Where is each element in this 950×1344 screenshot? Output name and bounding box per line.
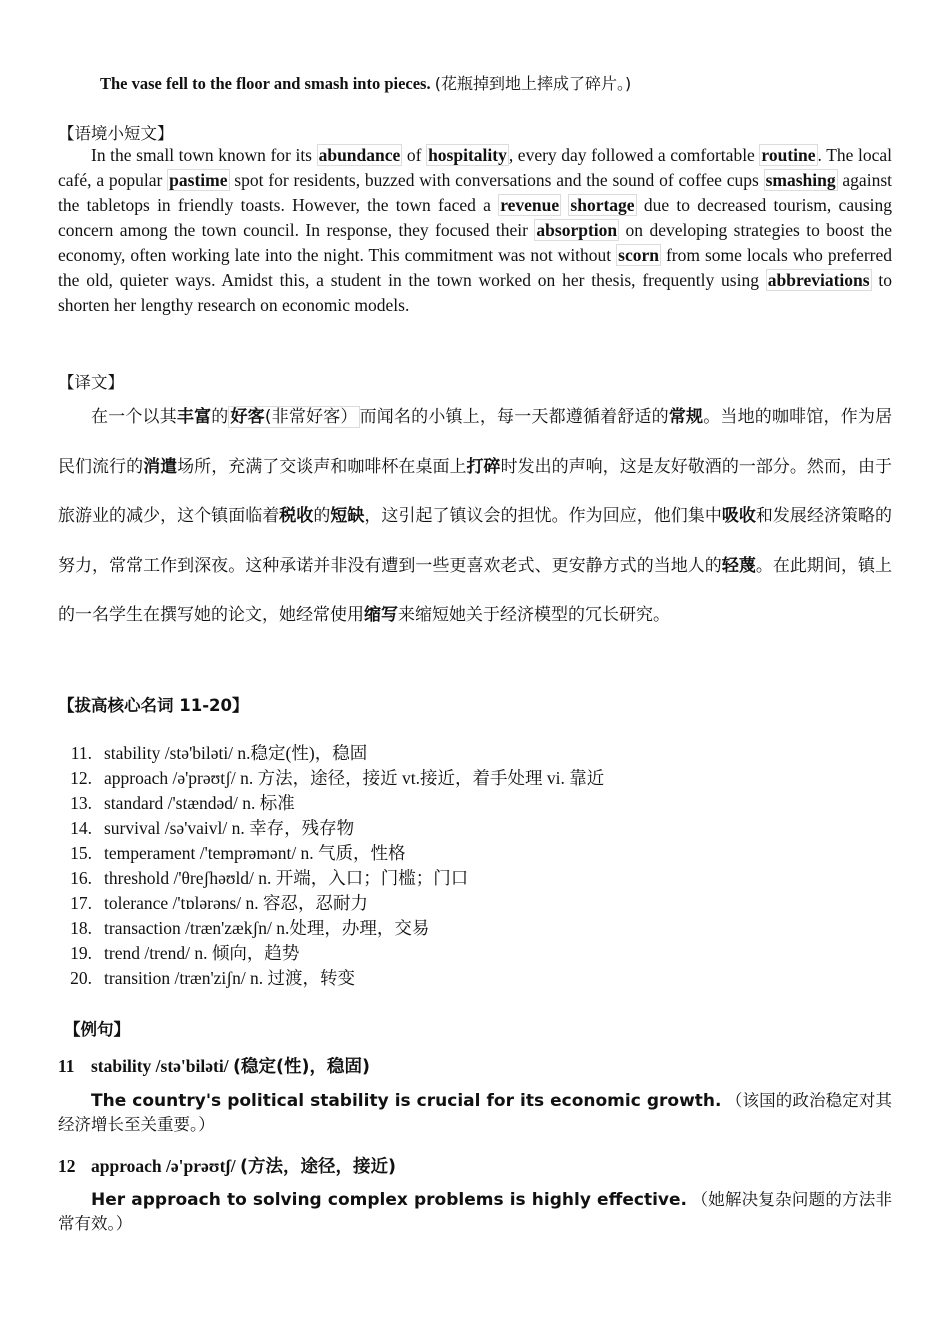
translation-text: 。在此期间，镇上的一名学生在撰写她的论文，她经常使用	[58, 555, 893, 625]
translation-keyword-text: 好客	[230, 407, 265, 427]
example-meaning: (稳定(性)，稳固)	[232, 1057, 370, 1077]
story-text: from some locals who preferred the old, quieter ways. Amidst this, a student in the town worked on her thesis, frequently using	[58, 245, 892, 290]
translation-text: 而闻名的小镇上，每一天都遵循着舒适的	[359, 407, 669, 427]
story-keyword: shortage	[570, 195, 635, 215]
vocab-item-number: 11.	[70, 743, 92, 763]
vocab-item-number: 15.	[70, 843, 92, 863]
story-keyword: routine	[761, 145, 816, 165]
vocab-item-number: 18.	[70, 918, 92, 938]
vocab-item-number: 19.	[70, 943, 92, 963]
translation-text: 来缩短她关于经济模型的冗长研究。	[398, 605, 670, 625]
vocab-item-number: 20.	[70, 968, 92, 988]
translation-text: 时发出的声响，这是友好敬酒的一部分。然而，由于旅游业的减少，这个镇面临着	[58, 456, 893, 526]
top-example-sentence	[100, 71, 900, 94]
story-keyword: abundance	[318, 145, 401, 165]
example-number: 11	[58, 1056, 75, 1076]
examples-heading: 【例句】	[64, 1020, 130, 1039]
vocab-item-text: standard /'stændəd/ n. 标准	[104, 793, 295, 813]
vocab-item	[58, 816, 892, 841]
vocab-item-number: 14.	[70, 818, 92, 838]
vocab-item	[58, 741, 892, 766]
example-meaning: (方法，途径，接近)	[239, 1157, 396, 1177]
example-word: approach /ə'prəʊtʃ/	[91, 1156, 236, 1176]
vocab-item	[58, 866, 892, 891]
translation-keyword: 打碎	[466, 456, 501, 477]
vocab-item-text: transaction /træn'zækʃn/ n.处理，办理，交易	[104, 918, 430, 938]
translation-keyword: 丰富	[176, 407, 212, 427]
translation-keyword: 常规	[668, 407, 704, 427]
story-keyword: hospitality	[428, 145, 507, 165]
story-text: on developing strategies to boost the economy, often working late into the night. This commitment was not without	[58, 220, 892, 265]
vocab-item-number: 12.	[70, 768, 92, 788]
vocab-list	[58, 741, 892, 991]
example-zh: （该国的政治稳定对其经济增长至关重要。）	[58, 1091, 893, 1134]
vocab-heading: 【拔高核心名词 11-20】	[58, 696, 249, 715]
translation-text: 。当地的咖啡馆，作为居民们流行的	[58, 407, 893, 477]
vocab-item	[58, 941, 892, 966]
vocab-item-number: 13.	[70, 793, 92, 813]
top-example-en: The vase fell to the floor and smash into pieces.	[100, 74, 431, 93]
translation-text: 的	[313, 506, 331, 526]
translation-keyword: 消遣	[143, 456, 178, 477]
story-keyword: revenue	[500, 195, 560, 215]
story-text: due to decreased tourism, causing concern among the town council. In response, they focused their	[58, 195, 893, 240]
vocab-item	[58, 841, 892, 866]
story-heading: 【语境小短文】	[58, 124, 174, 143]
story-text: against the tabletops in friendly toasts. However, the town faced a	[58, 170, 892, 215]
example-en: The country's political stability is crucial for its economic growth.	[91, 1091, 722, 1111]
translation-text: 和发展经济策略的努力，常常工作到深夜。这种承诺并非没有遭到一些更喜欢老式、更安静方式的当地人的	[58, 506, 893, 576]
vocab-item-text: approach /ə'prəʊtʃ/ n. 方法，途径，接近 vt.接近，着手处理 vi. 靠近	[104, 768, 605, 788]
story-text: spot for residents, buzzed with conversations and the sound of coffee cups	[229, 170, 764, 190]
translation-keyword: 吸收	[721, 506, 756, 526]
example-zh: （她解决复杂问题的方法非常有效。）	[58, 1190, 893, 1233]
top-example-zh: (花瓶掉到地上摔成了碎片。)	[434, 74, 632, 93]
translation-keyword: 短缺	[330, 506, 365, 526]
story-text: In the small town known for its	[91, 145, 317, 165]
vocab-item-text: threshold /'θreʃhəʊld/ n. 开端，入口；门槛；门口	[104, 868, 469, 888]
vocab-item-number: 17.	[70, 893, 92, 913]
translation-keyword: 缩写	[364, 605, 398, 625]
vocab-item-text: tolerance /'tɒlərəns/ n. 容忍，忍耐力	[104, 893, 369, 913]
story-keyword: pastime	[169, 170, 228, 190]
story-text: of	[402, 145, 427, 165]
example-word: stability /stə'biləti/	[91, 1056, 229, 1076]
translation-keyword: 税收	[279, 506, 314, 526]
vocab-item	[58, 791, 892, 816]
story-text: . The local café, a popular	[58, 145, 893, 190]
example-12-sentence	[58, 1188, 892, 1236]
vocab-item	[58, 966, 892, 991]
example-11-sentence	[58, 1089, 892, 1137]
translation-keyword	[228, 406, 359, 428]
story-keyword: smashing	[765, 170, 836, 190]
vocab-item-text: trend /trend/ n. 倾向，趋势	[104, 943, 300, 963]
vocab-item	[58, 766, 892, 791]
story-keyword: abbreviations	[767, 270, 870, 290]
vocab-item-text: temperament /'temprəmənt/ n. 气质，性格	[104, 843, 406, 863]
story-paragraph	[58, 143, 892, 318]
example-11-title	[58, 1053, 892, 1078]
vocab-item-text: survival /sə'vaivl/ n. 幸存，残存物	[104, 818, 355, 838]
translation-keyword: 轻蔑	[721, 555, 756, 576]
vocab-item	[58, 891, 892, 916]
translation-heading: 【译文】	[58, 373, 124, 392]
example-12-title	[58, 1153, 892, 1178]
story-keyword: absorption	[536, 220, 618, 240]
translation-text: 的	[211, 407, 229, 427]
translation-text: 场所，充满了交谈声和咖啡杯在桌面上	[177, 456, 467, 477]
story-text: , every day followed a comfortable	[508, 145, 760, 165]
translation-text: 在一个以其	[91, 407, 177, 427]
vocab-item-number: 16.	[70, 868, 92, 888]
vocab-item	[58, 916, 892, 941]
story-keyword: scorn	[618, 245, 659, 265]
example-number: 12	[58, 1156, 76, 1176]
translation-keyword-note: (非常好客）	[264, 407, 358, 427]
vocab-item-text: stability /stə'biləti/ n.稳定(性)，稳固	[104, 743, 368, 763]
story-text: to shorten her lengthy research on economic models.	[58, 270, 893, 315]
vocab-item-text: transition /træn'ziʃn/ n. 过渡，转变	[104, 968, 356, 988]
translation-paragraph	[58, 393, 892, 641]
translation-text: ，这引起了镇议会的担忧。作为回应，他们集中	[364, 506, 722, 526]
example-en: Her approach to solving complex problems is highly effective.	[91, 1190, 687, 1210]
